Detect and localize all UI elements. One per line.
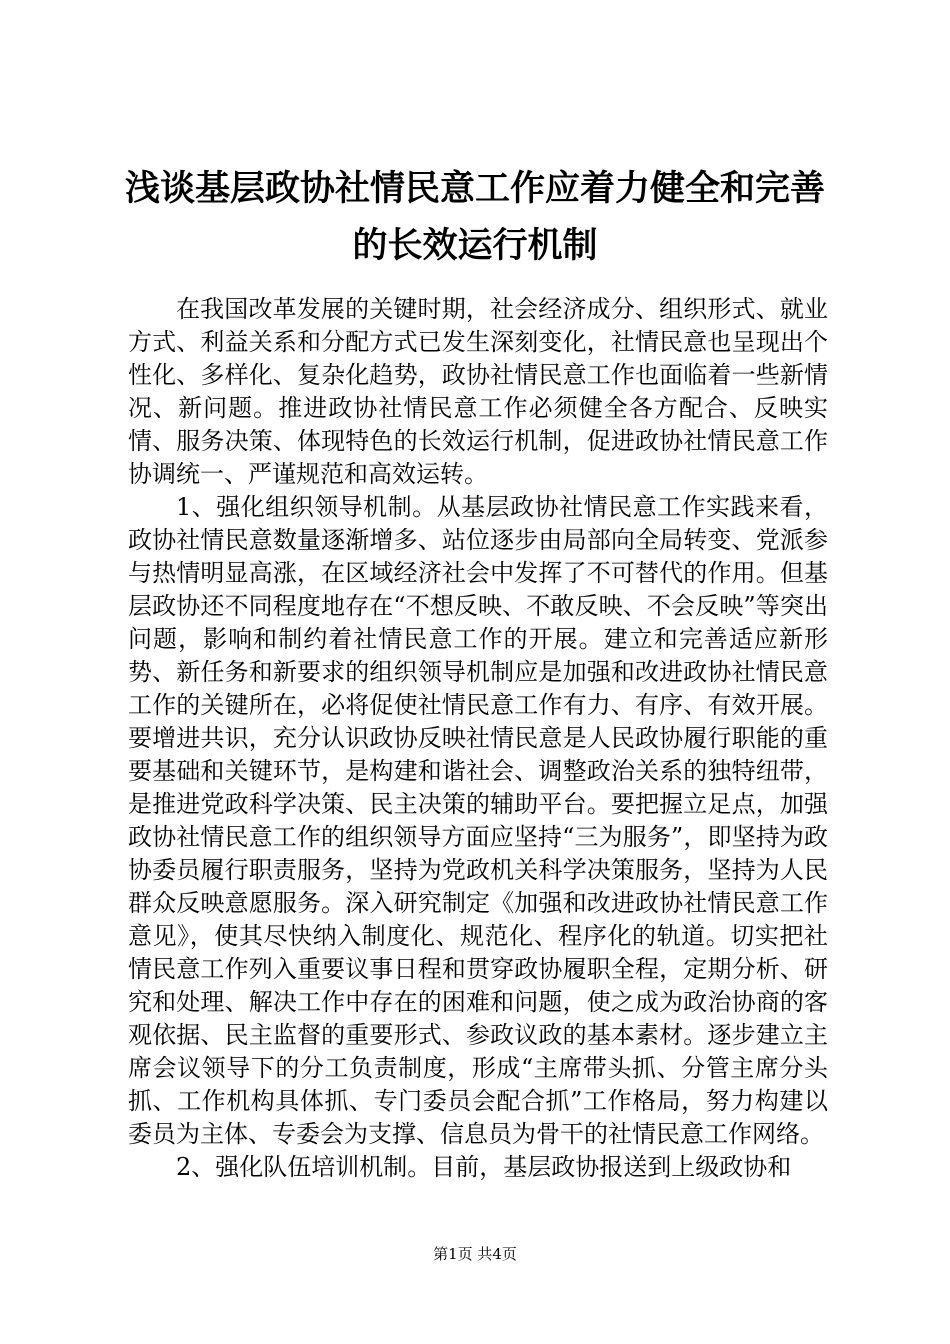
document-title xyxy=(100,160,850,274)
paragraph-section-1: 1、强化组织领导机制。从基层政协社情民意工作实践来看，政协社情民意数量逐渐增多、站位逐步由局部向全局转变、党派参与热情明显高涨，在区域经济社会中发挥了不可替代的作用。但基层政协还不同程度地存在“不想反映、不敢反映、不会反映”等突出问题，影响和制约着社情民意工作的开展。建立和完善适应新形势、新任务和新要求的组织领导机制应是加强和改进政协社情民意工作的关键所在，必将促使社情民意工作有力、有序、有效开展。要增进共识，充分认识政协反映社情民意是人民政协履行职能的重要基础和关键环节，是构建和谐社会、调整政治关系的独特纽带，是推进党政科学决策、民主决策的辅助平台。要把握立足点，加强政协社情民意工作的组织领导方面应坚持“三为服务”，即坚持为政协委员履行职责服务，坚持为党政机关科学决策服务，坚持为人民群众反映意愿服务。深入研究制定《加强和改进政协社情民意工作意见》，使其尽快纳入制度化、规范化、程序化的轨道。切实把社情民意工作列入重要议事日程和贯穿政协履职全程，定期分析、研究和处理、解决工作中存在的困难和问题，使之成为政治协商的客观依据、民主监督的重要形式、参政议政的基本素材。逐步建立主席会议领导下的分工负责制度，形成“主席带头抓、分管主席分头抓、工作机构具体抓、专门委员会配合抓”工作格局，努力构建以委员为主体、专委会为支撑、信息员为骨干的社情民意工作网络。 xyxy=(128,493,828,1148)
title-line-1: 浅谈基层政协社情民意工作应着力健全和完善 xyxy=(124,168,825,209)
document-body xyxy=(128,293,828,1184)
paragraph-section-2: 2、强化队伍培训机制。目前，基层政协报送到上级政协和 xyxy=(176,1153,792,1181)
page-footer: 第1页 共4页 xyxy=(433,1245,517,1263)
paragraph-intro: 在我国改革发展的关键时期，社会经济成分、组织形式、就业方式、利益关系和分配方式已发生深刻变化，社情民意也呈现出个性化、多样化、复杂化趋势，政协社情民意工作也面临着一些新情况、新问题。推进政协社情民意工作必须健全各方配合、反映实情、服务决策、体现特色的长效运行机制，促进政协社情民意工作协调统一、严谨规范和高效运转。 xyxy=(128,295,828,488)
title-line-2: 的长效运行机制 xyxy=(352,225,598,266)
